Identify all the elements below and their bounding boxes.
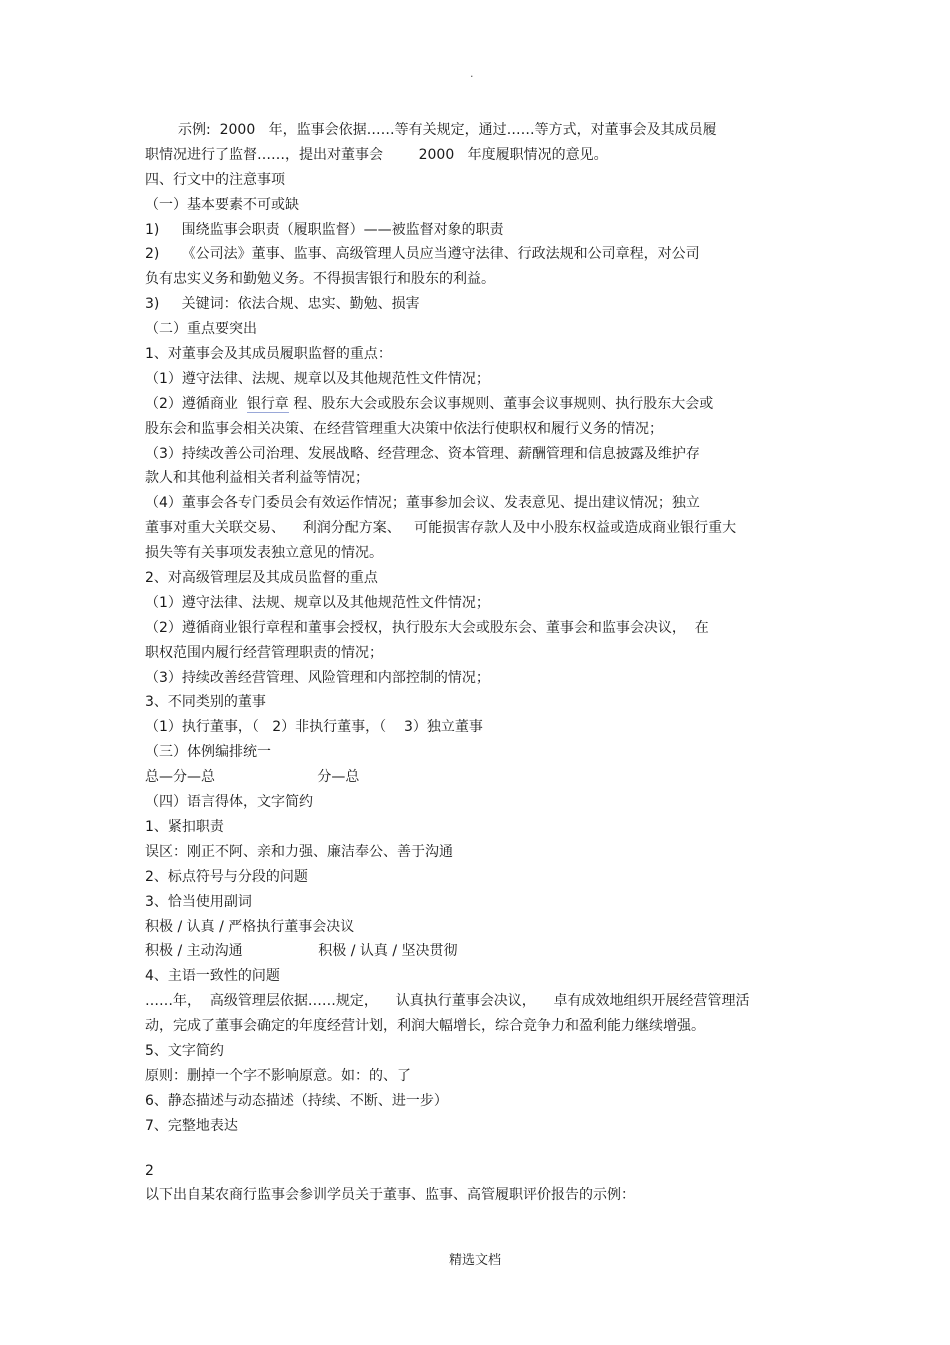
text-line: 总—分—总 分—总: [145, 769, 360, 786]
paragraph-gap: [145, 1139, 805, 1159]
text-line: 2) 《公司法》董事、监事、高级管理人员应当遵守法律、行政法规和公司章程，对公司: [145, 246, 700, 263]
underlined-text: 银行章: [246, 395, 289, 412]
subsection-heading: （三）体例编排统一: [145, 744, 271, 761]
text-line: 积极 / 认真 / 严格执行董事会决议: [145, 918, 355, 935]
section-heading: 四、行文中的注意事项: [145, 171, 285, 188]
document-body: [145, 118, 805, 1208]
text-line: 职情况进行了监督……，提出对董事会 2000 年度履职情况的意见。: [145, 146, 608, 163]
subsection-heading: （二）重点要突出: [145, 321, 257, 338]
text-line: 3) 关键词：依法合规、忠实、勤勉、损害: [145, 296, 420, 313]
text-line: 3、不同类别的董事: [145, 694, 266, 711]
text-line: 6、静态描述与动态描述（持续、不断、进一步）: [145, 1092, 448, 1109]
text-line: （3）持续改善经营管理、风险管理和内部控制的情况；: [145, 669, 490, 686]
text-line: 以下出自某农商行监事会参训学员关于董事、监事、高管履职评价报告的示例：: [145, 1187, 635, 1204]
text-line: 原则：删掉一个字不影响原意。如：的、了: [145, 1067, 411, 1084]
text-segment: 程、股东大会或股东会议事规则、董事会议事规则、执行股东大会或: [288, 395, 714, 412]
text-line: （2）遵循商业银行章程和董事会授权，执行股东大会或股东会、董事会和监事会决议， 在: [145, 619, 709, 636]
text-line: 4、主语一致性的问题: [145, 968, 280, 985]
text-line: （1）遵守法律、法规、规章以及其他规范性文件情况；: [145, 594, 490, 611]
text-line: 3、恰当使用副词: [145, 893, 252, 910]
page-number: 2: [145, 1162, 154, 1179]
text-line: ……年， 高级管理层依据……规定， 认真执行董事会决议， 卓有成效地组织开展经营管理活: [145, 993, 750, 1010]
text-line: （1）遵守法律、法规、规章以及其他规范性文件情况；: [145, 370, 490, 387]
text-line: （3）持续改善公司治理、发展战略、经营理念、资本管理、薪酬管理和信息披露及维护存: [145, 445, 700, 462]
text-line: 负有忠实义务和勤勉义务。不得损害银行和股东的利益。: [145, 271, 495, 288]
text-line: （1）执行董事，（ 2）非执行董事，（ 3）独立董事: [145, 719, 483, 736]
text-line: 2、标点符号与分段的问题: [145, 868, 308, 885]
text-line: 动，完成了董事会确定的年度经营计划，利润大幅增长，综合竞争力和盈利能力继续增强。: [145, 1018, 705, 1035]
text-segment: （2）遵循商业: [145, 395, 247, 412]
text-line: （4）董事会各专门委员会有效运作情况；董事参加会议、发表意见、提出建议情况；独立: [145, 495, 700, 512]
text-line: 示例: 2000 年，监事会依据……等有关规定，通过……等方式，对董事会及其成员履: [178, 122, 717, 138]
text-line: 损失等有关事项发表独立意见的情况。: [145, 545, 383, 562]
text-line: [145, 392, 805, 417]
header-mark: ·: [470, 70, 474, 83]
page-footer: 精选文档: [448, 1253, 501, 1268]
text-line: 1、紧扣职责: [145, 818, 224, 835]
text-line: 董事对重大关联交易、 利润分配方案、 可能损害存款人及中小股东权益或造成商业银行重大: [145, 520, 737, 537]
text-line: 2、对高级管理层及其成员监督的重点: [145, 570, 378, 587]
text-line: 款人和其他利益相关者利益等情况；: [145, 470, 369, 487]
text-line: 5、文字简约: [145, 1042, 224, 1059]
subsection-heading: （一）基本要素不可或缺: [145, 196, 299, 213]
text-line: 职权范围内履行经营管理职责的情况；: [145, 644, 383, 661]
text-line: 7、完整地表达: [145, 1117, 238, 1134]
text-line: 积极 / 主动沟通 积极 / 认真 / 坚决贯彻: [145, 943, 458, 960]
text-line: 误区：刚正不阿、亲和力强、廉洁奉公、善于沟通: [145, 843, 453, 860]
text-line: 1、对董事会及其成员履职监督的重点：: [145, 346, 392, 363]
text-line: 1) 围绕监事会职责（履职监督）——被监督对象的职责: [145, 221, 504, 238]
text-line: 股东会和监事会相关决策、在经营管理重大决策中依法行使职权和履行义务的情况；: [145, 420, 663, 437]
subsection-heading: （四）语言得体，文字简约: [145, 794, 313, 811]
